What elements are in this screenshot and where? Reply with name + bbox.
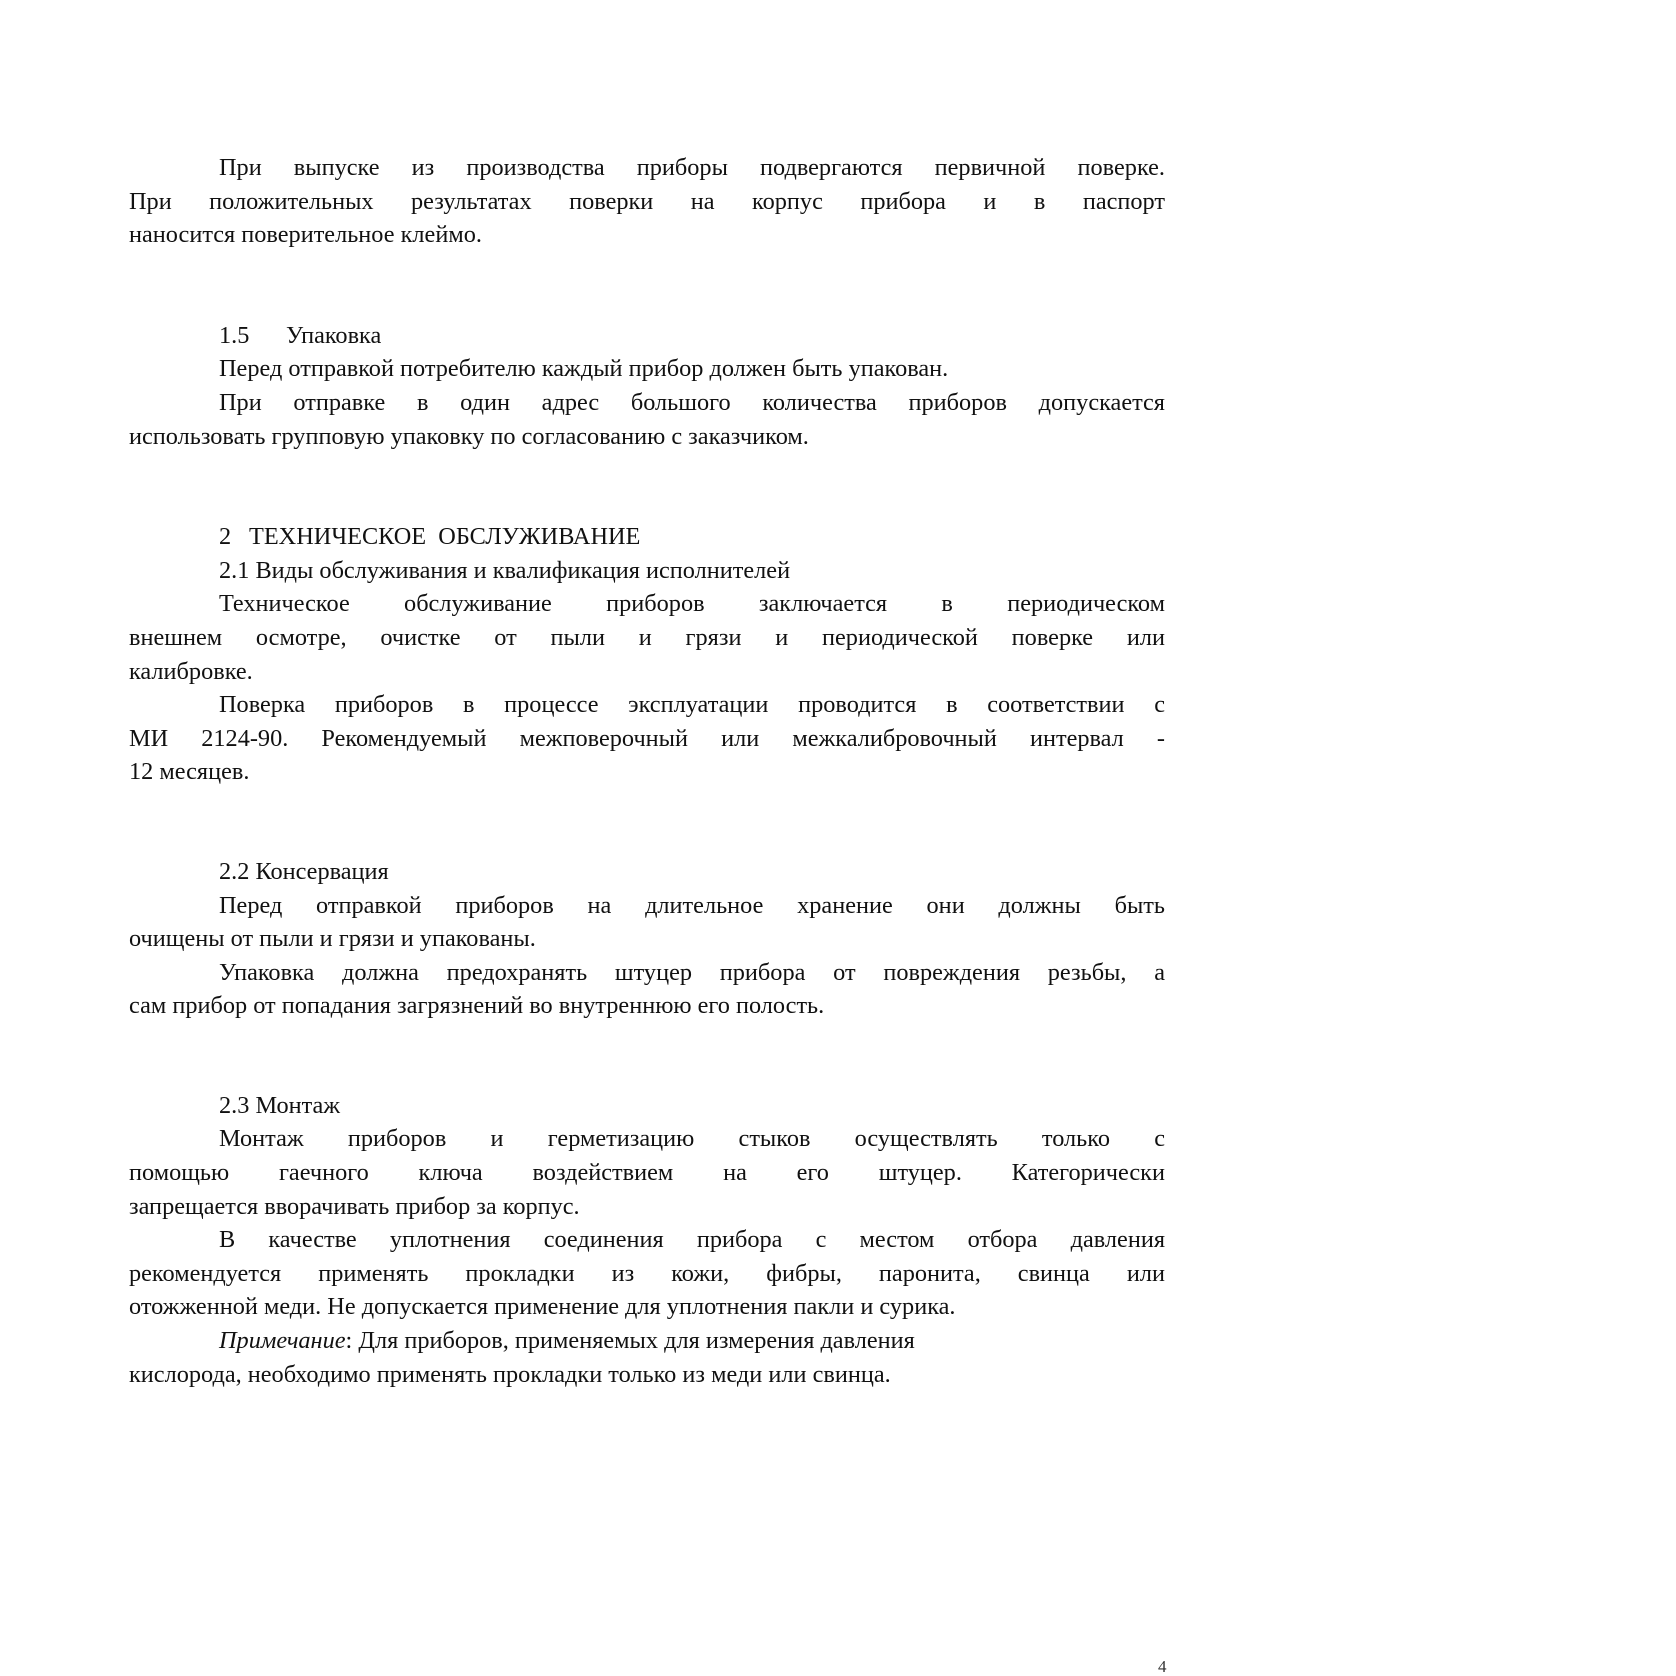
- text-line: Поверка приборов в процессе эксплуатации проводится в соответствии с: [219, 691, 1165, 719]
- paragraph-verification-interval: [129, 688, 1165, 789]
- paragraph-verification-on-release: [129, 151, 1165, 252]
- heading-title: 2.1 Виды обслуживания и квалификация исполнителей: [219, 556, 791, 584]
- text-line: отожженной меди. Не допускается применение для уплотнения пакли и сурика.: [129, 1293, 956, 1321]
- heading-2-maintenance: [129, 520, 1165, 554]
- text-line: внешнем осмотре, очистке от пыли и грязи и периодической поверке или: [129, 623, 1165, 651]
- heading-1-5: [129, 319, 1165, 353]
- text-line: При отправке в один адрес большого количества приборов допускается: [219, 388, 1165, 416]
- heading-title: Упаковка: [286, 321, 382, 349]
- text-line: кислорода, необходимо применять прокладки только из меди или свинца.: [129, 1360, 891, 1388]
- heading-2-2: [129, 855, 1165, 889]
- heading-title: 2.3 Монтаж: [219, 1091, 341, 1119]
- page-content: [129, 151, 1165, 1391]
- text-line: запрещается вворачивать прибор за корпус.: [129, 1192, 580, 1220]
- heading-title: 2.2 Консервация: [219, 857, 389, 885]
- text-line: Перед отправкой приборов на длительное хранение они должны быть: [219, 891, 1165, 919]
- paragraph-mounting-wrench: [129, 1122, 1165, 1223]
- text-line: Монтаж приборов и герметизацию стыков осуществлять только с: [219, 1125, 1165, 1153]
- text-line: рекомендуется применять прокладки из кожи, фибры, паронита, свинца или: [129, 1259, 1165, 1287]
- paragraph-packing-each-device: [129, 352, 1165, 386]
- note-label: Примечание: [219, 1327, 346, 1355]
- text-line: сам прибор от попадания загрязнений во внутреннюю его полость.: [129, 992, 825, 1020]
- text-line: Перед отправкой потребителю каждый прибор должен быть упакован.: [219, 355, 949, 383]
- text-line: очищены от пыли и грязи и упакованы.: [129, 925, 536, 953]
- paragraph-conservation-cleaning: [129, 889, 1165, 956]
- text-line: помощью гаечного ключа воздействием на его штуцер. Категорически: [129, 1159, 1165, 1187]
- text-line: [129, 1324, 1165, 1358]
- heading-2-1: [129, 554, 1165, 588]
- text-line: В качестве уплотнения соединения прибора с местом отбора давления: [219, 1226, 1165, 1254]
- text-line: использовать групповую упаковку по согласованию с заказчиком.: [129, 422, 809, 450]
- text-line: 12 месяцев.: [129, 758, 250, 786]
- text-line: калибровке.: [129, 657, 253, 685]
- heading-number: 2: [219, 523, 232, 551]
- text-line: При положительных результатах поверки на корпус прибора и в паспорт: [129, 187, 1165, 215]
- page-number: 4: [1158, 1657, 1167, 1676]
- text-line: МИ 2124-90. Рекомендуемый межповерочный или межкалибровочный интервал -: [129, 724, 1165, 752]
- heading-title: ТЕХНИЧЕСКОЕ ОБСЛУЖИВАНИЕ: [249, 523, 641, 551]
- text-line: При выпуске из производства приборы подвергаются первичной поверке.: [219, 154, 1165, 181]
- paragraph-note-oxygen: [129, 1324, 1165, 1391]
- text-line: наносится поверительное клеймо.: [129, 221, 482, 249]
- paragraph-conservation-packing: [129, 956, 1165, 1023]
- text-line: Техническое обслуживание приборов заключается в периодическом: [219, 590, 1165, 618]
- paragraph-sealing-gaskets: [129, 1223, 1165, 1324]
- paragraph-group-packing: [129, 386, 1165, 453]
- paragraph-maintenance-description: [129, 587, 1165, 688]
- text-line: Упаковка должна предохранять штуцер прибора от повреждения резьбы, а: [219, 958, 1165, 986]
- heading-2-3: [129, 1089, 1165, 1123]
- note-text: : Для приборов, применяемых для измерения давления: [345, 1327, 915, 1355]
- heading-number: 1.5: [219, 321, 250, 349]
